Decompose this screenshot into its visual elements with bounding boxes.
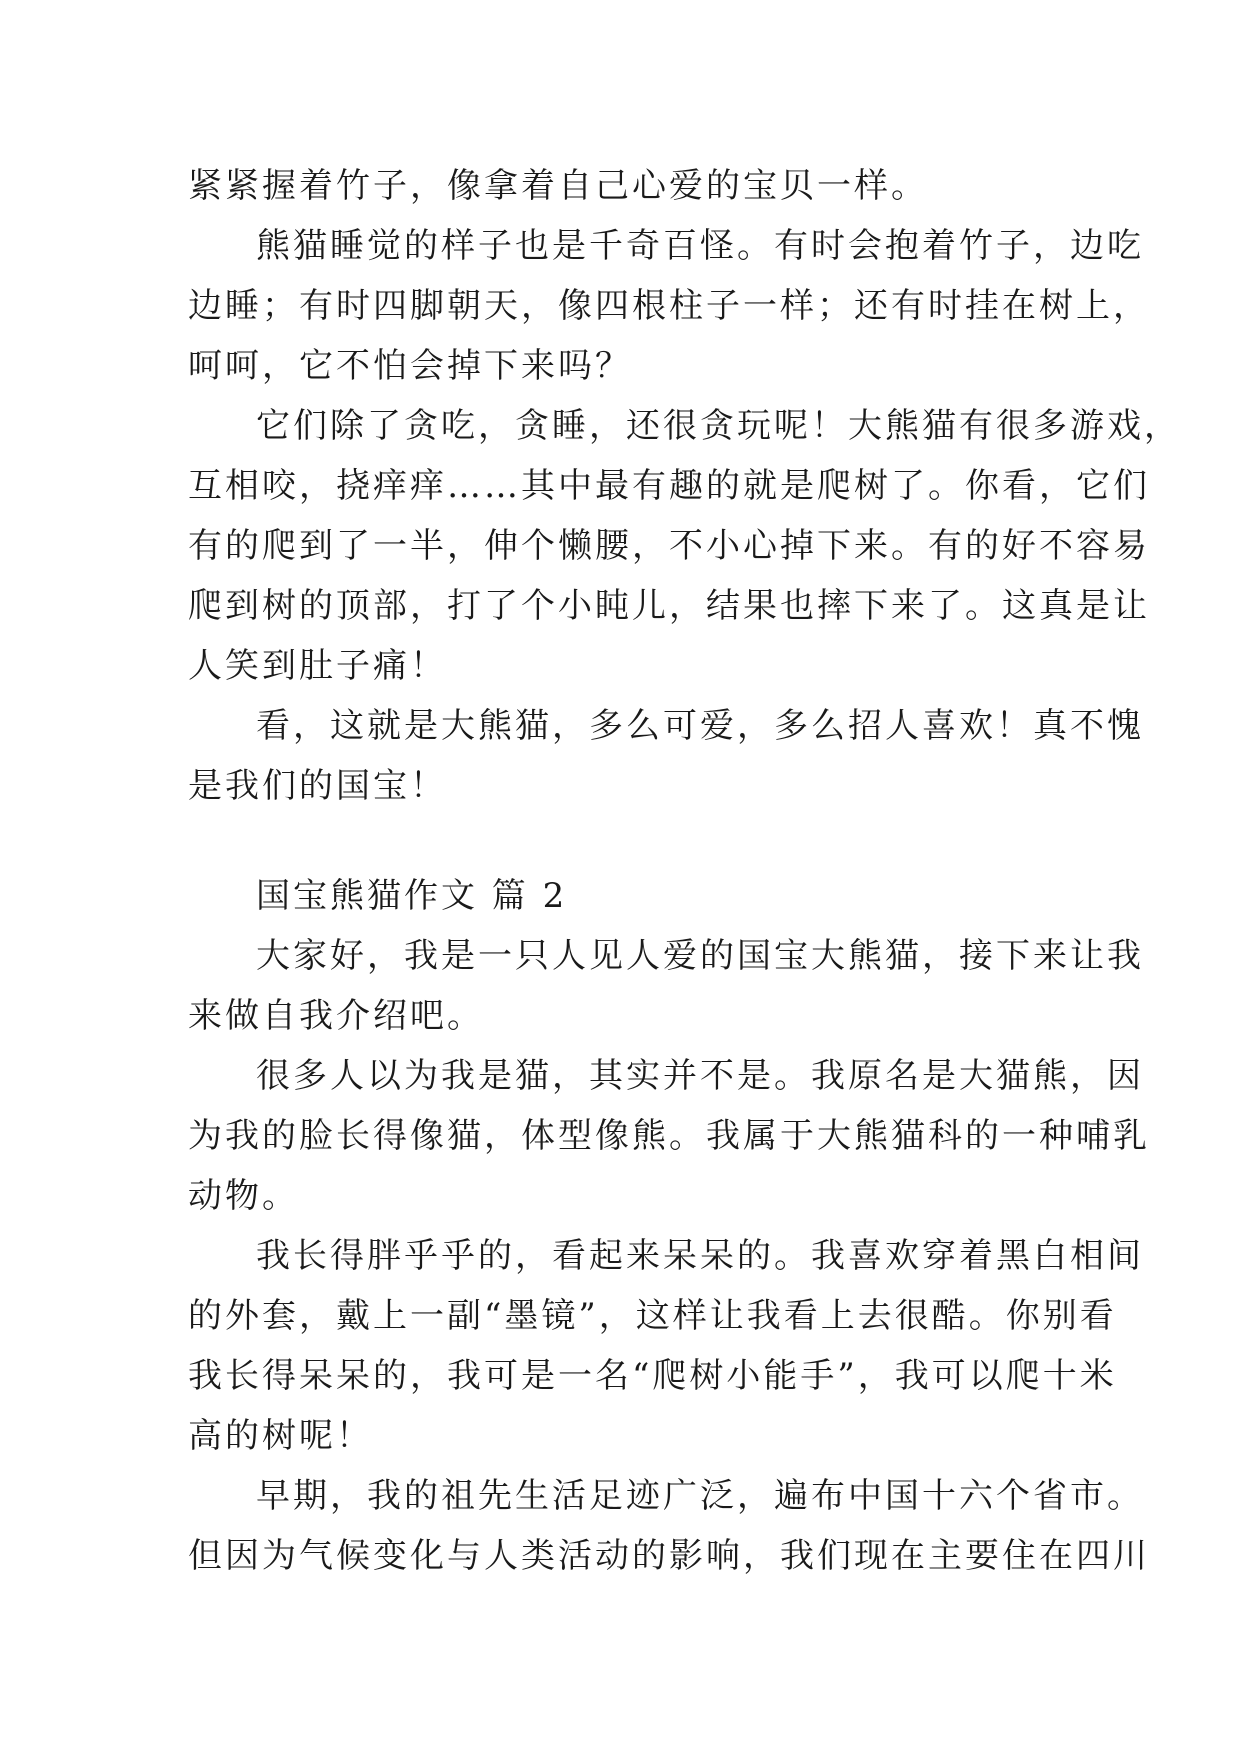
paragraph-line: 动物。 [188, 1176, 299, 1216]
paragraph-line: 我长得胖乎乎的，看起来呆呆的。我喜欢穿着黑白相间 [256, 1236, 1144, 1276]
paragraph-line: 来做自我介绍吧。 [188, 996, 484, 1036]
paragraph-line: 看，这就是大熊猫，多么可爱，多么招人喜欢！真不愧 [256, 706, 1144, 746]
paragraph-line: 呵呵，它不怕会掉下来吗？ [188, 346, 632, 386]
paragraph-line: 紧紧握着竹子，像拿着自己心爱的宝贝一样。 [188, 166, 928, 206]
paragraph-line: 我长得呆呆的，我可是一名“爬树小能手”，我可以爬十米 [188, 1356, 1117, 1396]
paragraph-line: 互相咬，挠痒痒……其中最有趣的就是爬树了。你看，它们 [188, 466, 1150, 506]
paragraph-line: 边睡；有时四脚朝天，像四根柱子一样；还有时挂在树上， [188, 286, 1150, 326]
paragraph-line: 高的树呢！ [188, 1416, 373, 1456]
section-heading: 国宝熊猫作文 篇 2 [256, 876, 568, 916]
paragraph-line: 很多人以为我是猫，其实并不是。我原名是大猫熊，因 [256, 1056, 1144, 1096]
paragraph-line: 熊猫睡觉的样子也是千奇百怪。有时会抱着竹子，边吃 [256, 226, 1144, 266]
paragraph-line: 的外套，戴上一副“墨镜”，这样让我看上去很酷。你别看 [188, 1296, 1117, 1336]
paragraph-line: 爬到树的顶部，打了个小盹儿，结果也摔下来了。这真是让 [188, 586, 1150, 626]
paragraph-line: 有的爬到了一半，伸个懒腰，不小心掉下来。有的好不容易 [188, 526, 1150, 566]
paragraph-line: 大家好，我是一只人见人爱的国宝大熊猫，接下来让我 [256, 936, 1144, 976]
paragraph-line: 人笑到肚子痛！ [188, 646, 447, 686]
paragraph-line: 它们除了贪吃，贪睡，还很贪玩呢！大熊猫有很多游戏， [256, 406, 1181, 446]
paragraph-line: 但因为气候变化与人类活动的影响，我们现在主要住在四川 [188, 1536, 1150, 1576]
paragraph-line: 早期，我的祖先生活足迹广泛，遍布中国十六个省市。 [256, 1476, 1144, 1516]
paragraph-line: 是我们的国宝！ [188, 766, 447, 806]
paragraph-line: 为我的脸长得像猫，体型像熊。我属于大熊猫科的一种哺乳 [188, 1116, 1150, 1156]
